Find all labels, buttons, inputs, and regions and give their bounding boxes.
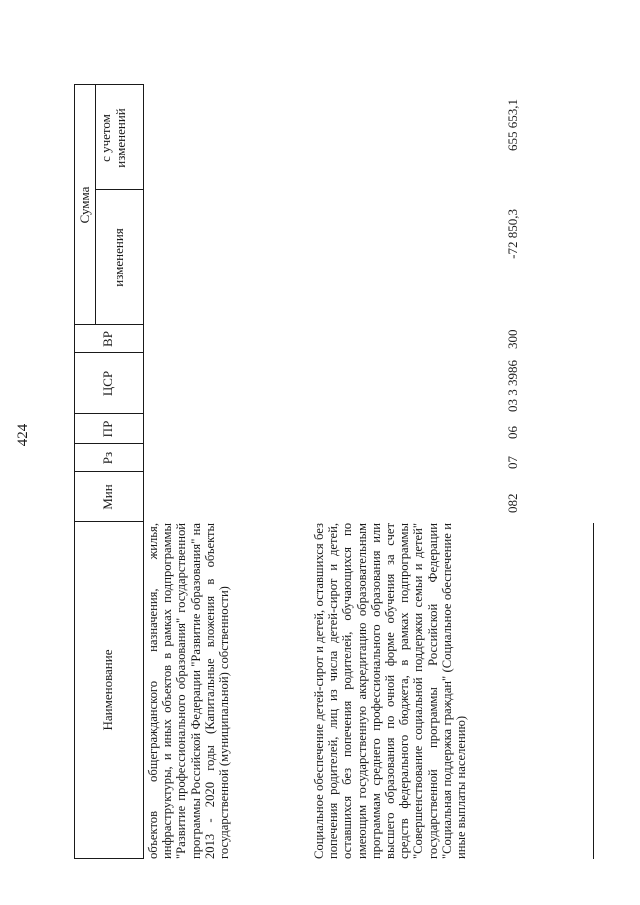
- row-change: -72 850,3: [505, 209, 520, 259]
- row-pr: 06: [505, 426, 520, 439]
- header-divider: [95, 85, 96, 325]
- header-csr: ЦСР: [100, 370, 115, 397]
- header-name: Наименование: [100, 649, 115, 731]
- row-csr: 03 3 3986: [505, 360, 520, 412]
- header-pr: ПР: [100, 420, 115, 438]
- header-rz: Рз: [100, 451, 115, 465]
- row-total: 655 653,1: [505, 99, 520, 151]
- table-row: [146, 84, 296, 859]
- header-summa: Сумма: [77, 186, 92, 224]
- header-change: изменения: [111, 228, 126, 287]
- header-min: Мин: [100, 484, 115, 510]
- row-vr: 300: [505, 329, 520, 349]
- header-with-changes: с учетом изменений: [98, 108, 128, 168]
- row-name: Социальное обеспечение детей-сирот и детей, оставшихся без попечения родителей, лиц из числа детей-сирот и детей, оставшихся без попечения родителей, обучающихся по имеющим государственную аккредитацию образовательным программам среднего профессионального образования или высшего образования по очной форме обучения за счет средств федерального бюджета, в рамках подпрограммы "Совершенствование социальной поддержки семьи и детей" государственной программы Российской Федерации "Социальная поддержка граждан" (Социальное обеспечение и иные выплаты населению): [312, 523, 469, 859]
- table-bottom-line: [593, 523, 594, 859]
- page-number: 424: [15, 423, 31, 447]
- table-row: [312, 84, 592, 859]
- row-name: объектов общегражданского назначения, жилья, инфраструктуры, и иных объектов в рамках подпрограммы "Развитие профессионального образования" государственной программы Российской Федерации "Развитие образования" на 2013 - 2020 годы (Капитальные вложения в объекты государственной (муниципальной) собственности): [146, 523, 232, 859]
- row-rz: 07: [505, 456, 520, 469]
- row-min: 082: [505, 493, 520, 513]
- header-vr: ВР: [100, 331, 115, 347]
- table-header: [74, 84, 144, 859]
